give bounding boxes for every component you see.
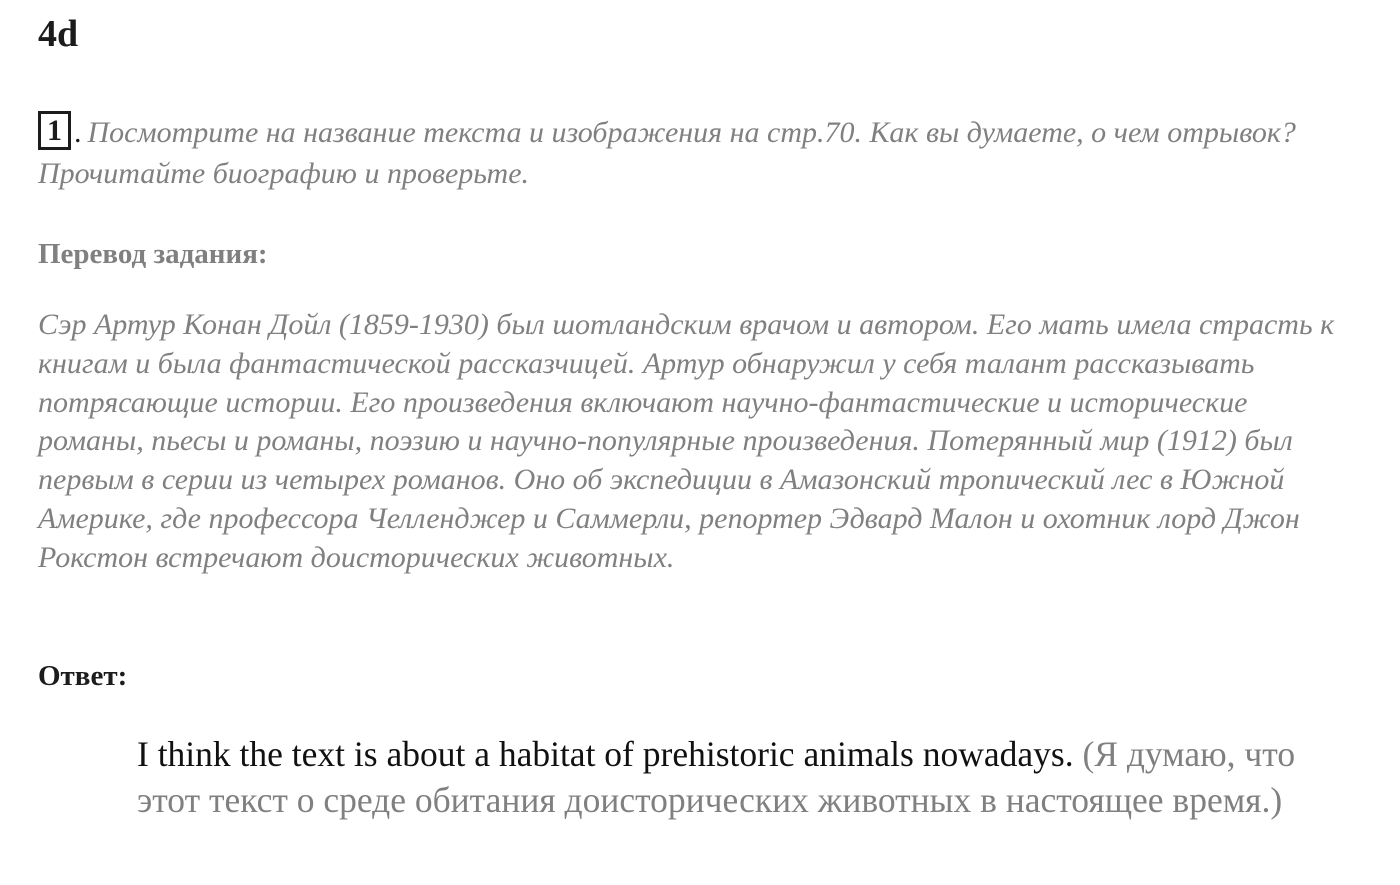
- translation-text: Сэр Артур Конан Дойл (1859-1930) был шотландским врачом и автором. Его мать имела страсть к книгам и была фантастической рассказчицей. Артур обнаружил у себя талант рассказывать потрясающие истории. Его произведения включают научно-фантастические и исторические романы, пьесы и романы, поэзию и научно-популярные произведения. Потерянный мир (1912) был первым в серии из четырех романов. Оно об экспедиции в Амазонский тропический лес в Южной Америке, где профессора Челленджер и Саммерли, репортер Эдвард Малон и охотник лорд Джон Рокстон встречают доисторических животных.: [38, 308, 1335, 574]
- answer-russian: (Я думаю, что этот текст о среде обитания доисторических животных в настоящее время.): [137, 734, 1296, 820]
- task-number-box: 1: [38, 111, 71, 150]
- answer-paragraph: [137, 731, 1317, 823]
- answer-english: I think the text is about a habitat of prehistoric animals nowadays.: [137, 734, 1074, 774]
- section-title: 4d: [38, 13, 79, 55]
- answer-heading: Ответ:: [38, 660, 128, 692]
- translation-heading: Перевод задания:: [38, 238, 268, 270]
- task-number-suffix: .: [74, 116, 82, 149]
- task-text: Посмотрите на название текста и изображения на стр.70. Как вы думаете, о чем отрывок? Прочитайте биографию и проверьте.: [38, 116, 1296, 190]
- task-instruction: [38, 111, 1348, 194]
